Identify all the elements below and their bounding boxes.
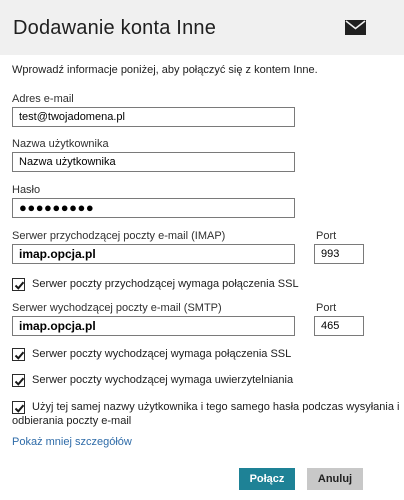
- smtp-server-field[interactable]: [12, 316, 295, 336]
- intro-text: Wprowadź informacje poniżej, aby połączyć się z kontem Inne.: [12, 64, 318, 76]
- email-label: Adres e-mail: [12, 93, 74, 105]
- smtp-auth-label: Serwer poczty wychodzącej wymaga uwierzytelniania: [32, 374, 294, 386]
- username-label: Nazwa użytkownika: [12, 138, 109, 150]
- checkmark-icon: [13, 375, 26, 388]
- same-credentials-checkbox[interactable]: [12, 401, 25, 414]
- show-fewer-details-link[interactable]: Pokaż mniej szczegółów: [12, 436, 132, 448]
- connect-button[interactable]: Połącz: [239, 468, 295, 490]
- imap-server-field[interactable]: [12, 244, 295, 264]
- dialog-header: [0, 0, 404, 55]
- password-field[interactable]: [12, 198, 295, 218]
- same-credentials-label: Użyj tej samej nazwy użytkownika i tego samego hasła podczas wysyłania i: [32, 401, 400, 413]
- imap-port-label: Port: [316, 230, 337, 242]
- imap-ssl-checkbox[interactable]: [12, 278, 25, 291]
- same-credentials-label-continued: odbierania poczty e-mail: [12, 415, 132, 427]
- checkmark-icon: [13, 279, 26, 292]
- mail-icon: [345, 20, 366, 35]
- smtp-port-field[interactable]: [314, 316, 364, 336]
- checkmark-icon: [13, 349, 26, 362]
- smtp-port-label: Port: [316, 302, 337, 314]
- email-field[interactable]: [12, 107, 295, 127]
- password-label: Hasło: [12, 184, 41, 196]
- smtp-server-label: Serwer wychodzącej poczty e-mail (SMTP): [12, 302, 222, 314]
- smtp-ssl-label: Serwer poczty wychodzącej wymaga połączenia SSL: [32, 348, 292, 360]
- smtp-ssl-checkbox[interactable]: [12, 348, 25, 361]
- username-field[interactable]: [12, 152, 295, 172]
- imap-ssl-label: Serwer poczty przychodzącej wymaga połączenia SSL: [32, 278, 299, 290]
- imap-server-label: Serwer przychodzącej poczty e-mail (IMAP): [12, 230, 226, 242]
- cancel-button[interactable]: Anuluj: [307, 468, 363, 490]
- imap-port-field[interactable]: [314, 244, 364, 264]
- page-title: Dodawanie konta Inne: [13, 17, 217, 39]
- smtp-auth-checkbox[interactable]: [12, 374, 25, 387]
